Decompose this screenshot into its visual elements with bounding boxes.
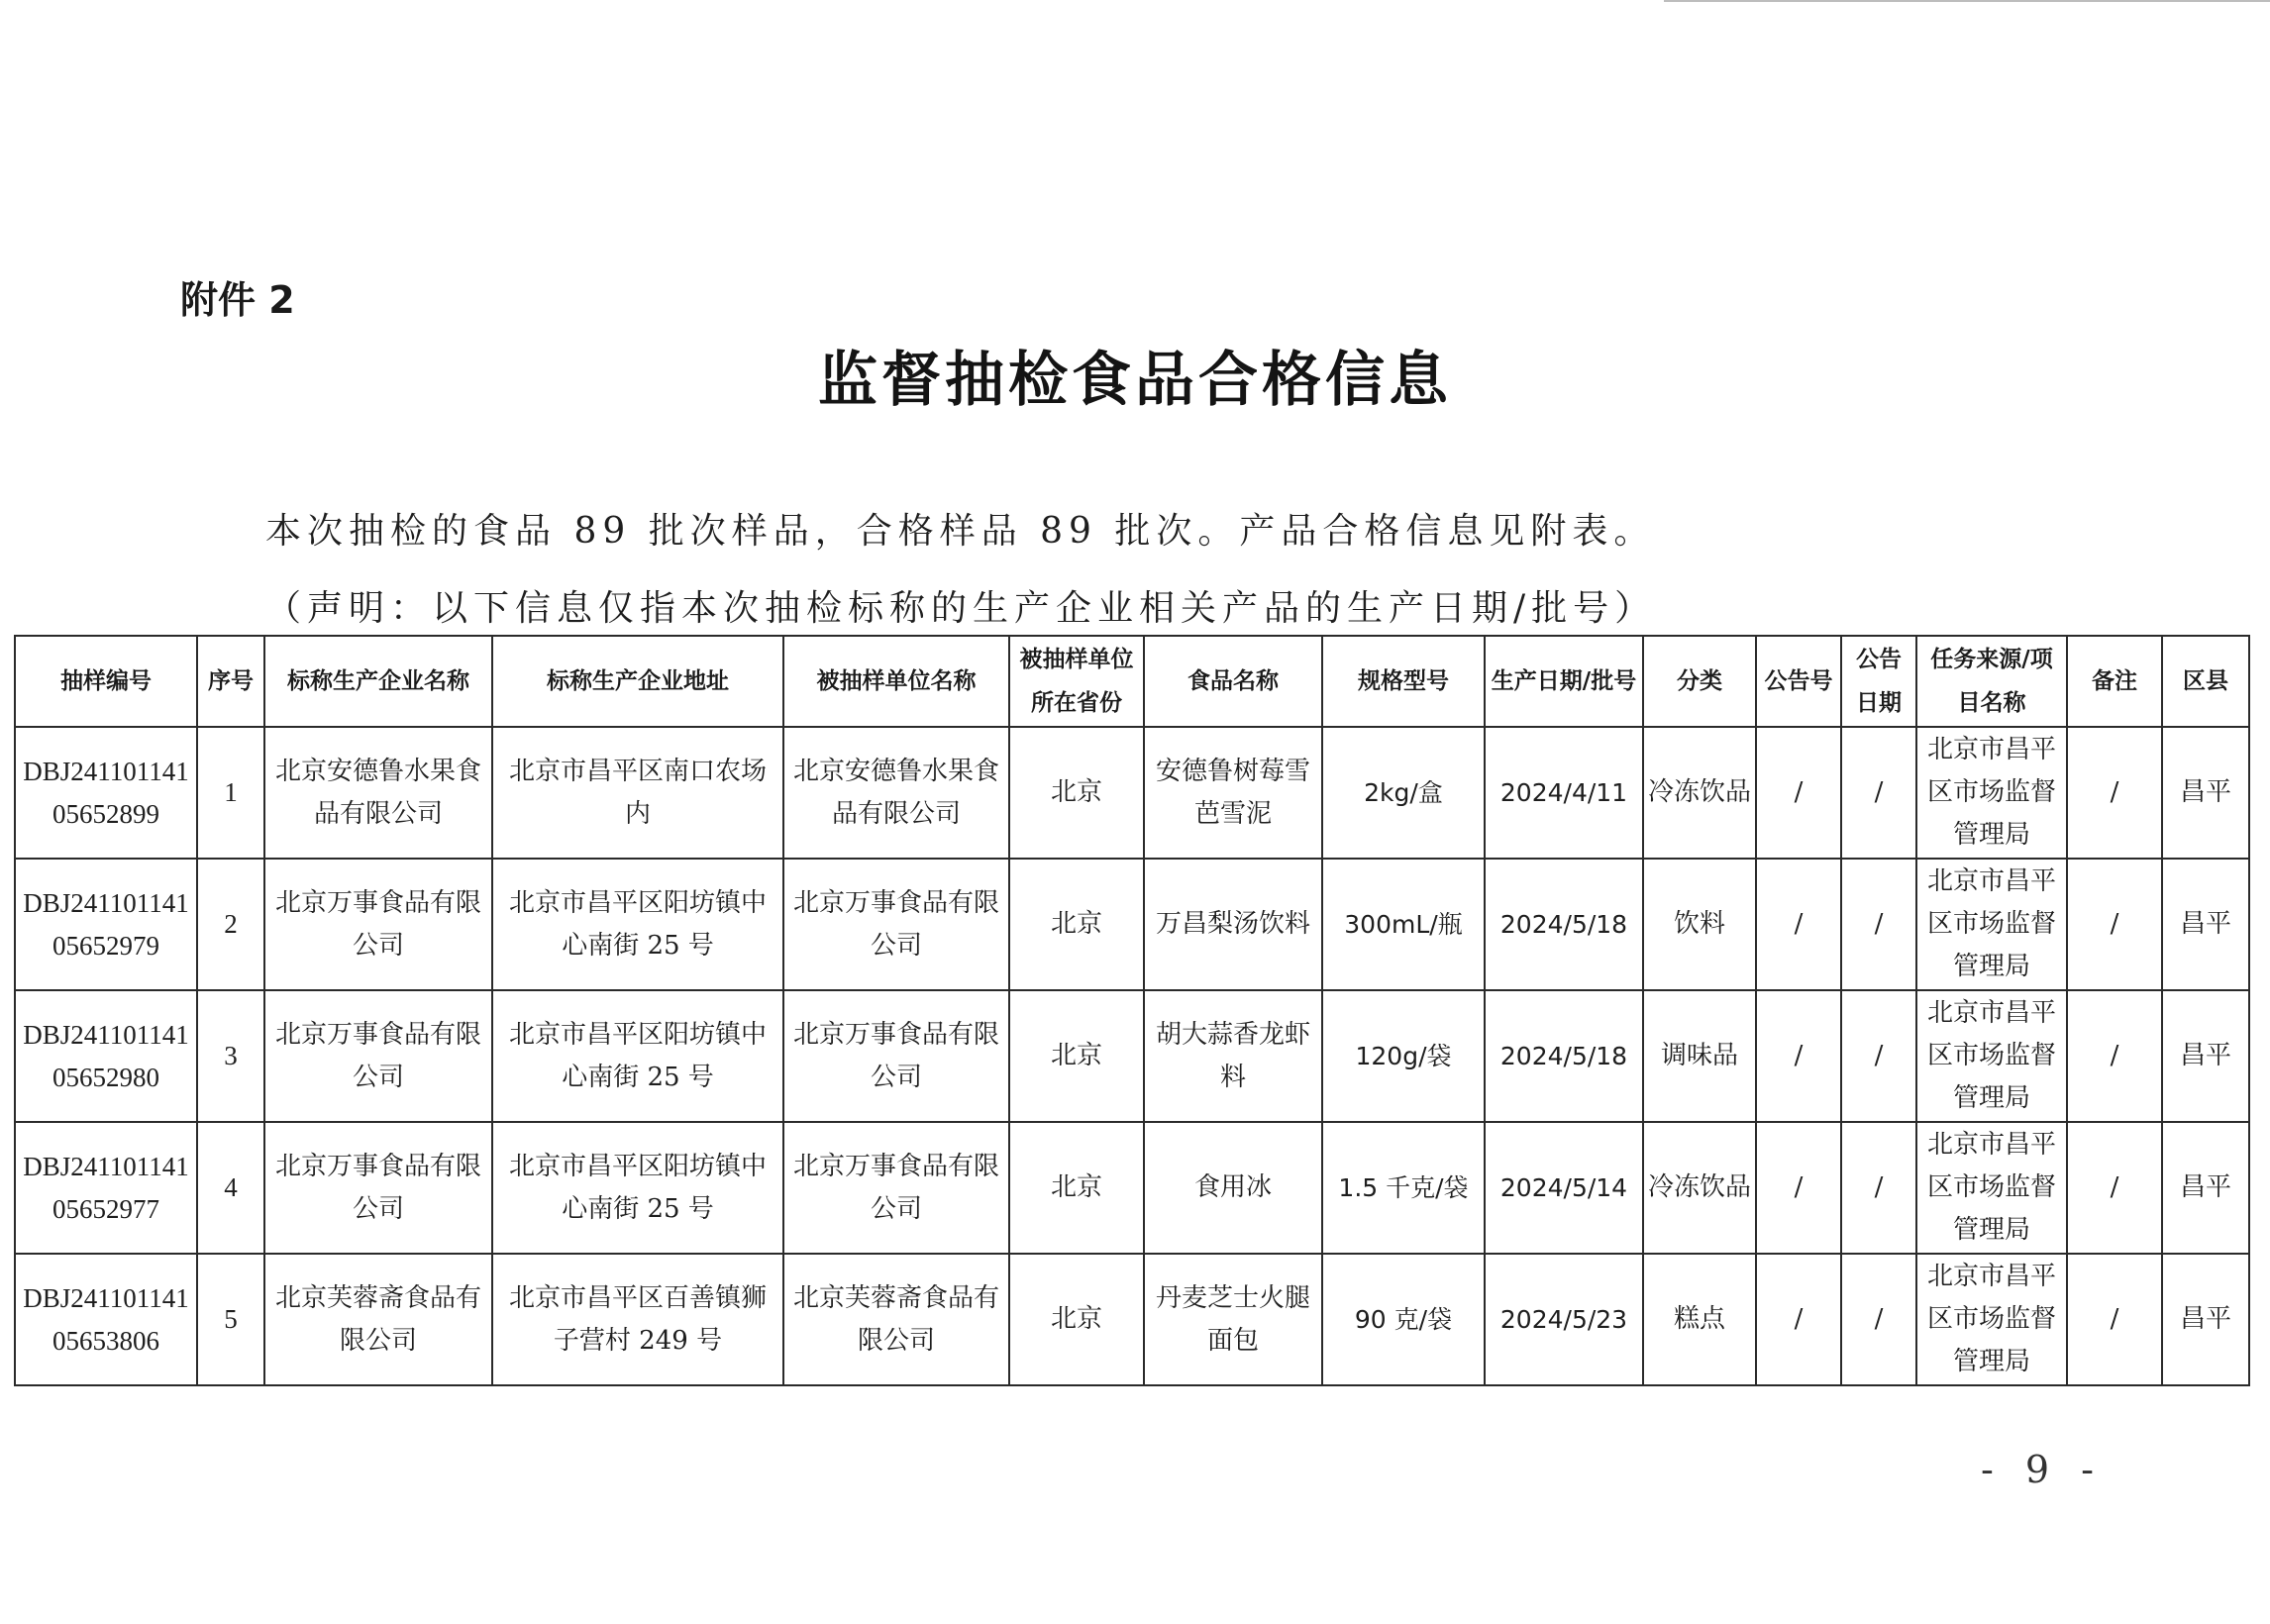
cell-category: 调味品 [1643,990,1756,1122]
cell-notice-date: / [1841,727,1916,859]
cell-date: 2024/5/14 [1485,1122,1643,1254]
header-food-name: 食品名称 [1144,636,1322,727]
table-row [15,990,2249,1122]
cell-category: 冷冻饮品 [1643,1122,1756,1254]
cell-notice-no: / [1756,990,1841,1122]
header-address: 标称生产企业地址 [492,636,783,727]
page-number: - 9 - [1981,1448,2105,1491]
cell-district: 昌平 [2162,990,2249,1122]
cell-spec: 120g/袋 [1322,990,1485,1122]
cell-sampled-unit: 北京芙蓉斋食品有限公司 [783,1254,1009,1385]
header-manufacturer: 标称生产企业名称 [264,636,492,727]
cell-manufacturer: 北京芙蓉斋食品有限公司 [264,1254,492,1385]
header-spec: 规格型号 [1322,636,1485,727]
cell-spec: 90 克/袋 [1322,1254,1485,1385]
header-district: 区县 [2162,636,2249,727]
cell-task-source: 北京市昌平区市场监督管理局 [1916,727,2067,859]
cell-notice-no: / [1756,1254,1841,1385]
inspection-table [14,635,2250,1386]
cell-task-source: 北京市昌平区市场监督管理局 [1916,1254,2067,1385]
cell-manufacturer: 北京万事食品有限公司 [264,1122,492,1254]
cell-notice-no: / [1756,859,1841,990]
header-province: 被抽样单位所在省份 [1009,636,1144,727]
table-header-row [15,636,2249,727]
cell-remarks: / [2067,727,2162,859]
cell-sampled-unit: 北京安德鲁水果食品有限公司 [783,727,1009,859]
summary-paragraph: 本次抽检的食品 89 批次样品，合格样品 89 批次。产品合格信息见附表。 [265,511,1656,552]
cell-remarks: / [2067,1122,2162,1254]
top-edge-rule [1664,0,2270,2]
attachment-label: 附件 2 [180,278,295,322]
cell-date: 2024/4/11 [1485,727,1643,859]
table-row [15,1122,2249,1254]
cell-district: 昌平 [2162,1254,2249,1385]
cell-task-source: 北京市昌平区市场监督管理局 [1916,859,2067,990]
cell-notice-no: / [1756,1122,1841,1254]
cell-manufacturer: 北京安德鲁水果食品有限公司 [264,727,492,859]
header-sample-no: 抽样编号 [15,636,197,727]
cell-food-name: 安德鲁树莓雪芭雪泥 [1144,727,1322,859]
table-row [15,859,2249,990]
cell-seq: 1 [197,727,264,859]
cell-task-source: 北京市昌平区市场监督管理局 [1916,990,2067,1122]
cell-province: 北京 [1009,859,1144,990]
cell-province: 北京 [1009,1254,1144,1385]
cell-province: 北京 [1009,727,1144,859]
header-remarks: 备注 [2067,636,2162,727]
cell-spec: 1.5 千克/袋 [1322,1122,1485,1254]
table-row [15,727,2249,859]
cell-category: 饮料 [1643,859,1756,990]
cell-sample-no: DBJ24110114105653806 [15,1254,197,1385]
cell-notice-date: / [1841,1122,1916,1254]
cell-address: 北京市昌平区百善镇狮子营村 249 号 [492,1254,783,1385]
cell-sample-no: DBJ24110114105652980 [15,990,197,1122]
page-title: 监督抽检食品合格信息 [818,346,1452,415]
cell-seq: 5 [197,1254,264,1385]
cell-address: 北京市昌平区阳坊镇中心南街 25 号 [492,990,783,1122]
cell-category: 冷冻饮品 [1643,727,1756,859]
header-seq: 序号 [197,636,264,727]
cell-notice-date: / [1841,1254,1916,1385]
cell-notice-date: / [1841,859,1916,990]
cell-seq: 4 [197,1122,264,1254]
cell-seq: 3 [197,990,264,1122]
cell-food-name: 胡大蒜香龙虾料 [1144,990,1322,1122]
cell-date: 2024/5/18 [1485,859,1643,990]
header-category: 分类 [1643,636,1756,727]
header-notice-no: 公告号 [1756,636,1841,727]
cell-province: 北京 [1009,1122,1144,1254]
cell-remarks: / [2067,1254,2162,1385]
cell-manufacturer: 北京万事食品有限公司 [264,859,492,990]
cell-food-name: 万昌梨汤饮料 [1144,859,1322,990]
cell-notice-no: / [1756,727,1841,859]
cell-district: 昌平 [2162,727,2249,859]
cell-date: 2024/5/23 [1485,1254,1643,1385]
cell-notice-date: / [1841,990,1916,1122]
cell-manufacturer: 北京万事食品有限公司 [264,990,492,1122]
cell-seq: 2 [197,859,264,990]
cell-district: 昌平 [2162,1122,2249,1254]
cell-task-source: 北京市昌平区市场监督管理局 [1916,1122,2067,1254]
cell-address: 北京市昌平区南口农场内 [492,727,783,859]
cell-sampled-unit: 北京万事食品有限公司 [783,1122,1009,1254]
cell-sampled-unit: 北京万事食品有限公司 [783,990,1009,1122]
header-sampled-unit: 被抽样单位名称 [783,636,1009,727]
header-notice-date: 公告日期 [1841,636,1916,727]
cell-food-name: 食用冰 [1144,1122,1322,1254]
cell-sample-no: DBJ24110114105652899 [15,727,197,859]
cell-sampled-unit: 北京万事食品有限公司 [783,859,1009,990]
cell-date: 2024/5/18 [1485,990,1643,1122]
header-task-source: 任务来源/项目名称 [1916,636,2067,727]
cell-address: 北京市昌平区阳坊镇中心南街 25 号 [492,859,783,990]
cell-district: 昌平 [2162,859,2249,990]
cell-category: 糕点 [1643,1254,1756,1385]
cell-food-name: 丹麦芝士火腿面包 [1144,1254,1322,1385]
cell-spec: 2kg/盒 [1322,727,1485,859]
cell-remarks: / [2067,859,2162,990]
cell-remarks: / [2067,990,2162,1122]
cell-spec: 300mL/瓶 [1322,859,1485,990]
cell-sample-no: DBJ24110114105652979 [15,859,197,990]
cell-sample-no: DBJ24110114105652977 [15,1122,197,1254]
cell-province: 北京 [1009,990,1144,1122]
table-row [15,1254,2249,1385]
statement-paragraph: （声明：以下信息仅指本次抽检标称的生产企业相关产品的生产日期/批号） [265,588,1657,629]
header-date: 生产日期/批号 [1485,636,1643,727]
cell-address: 北京市昌平区阳坊镇中心南街 25 号 [492,1122,783,1254]
